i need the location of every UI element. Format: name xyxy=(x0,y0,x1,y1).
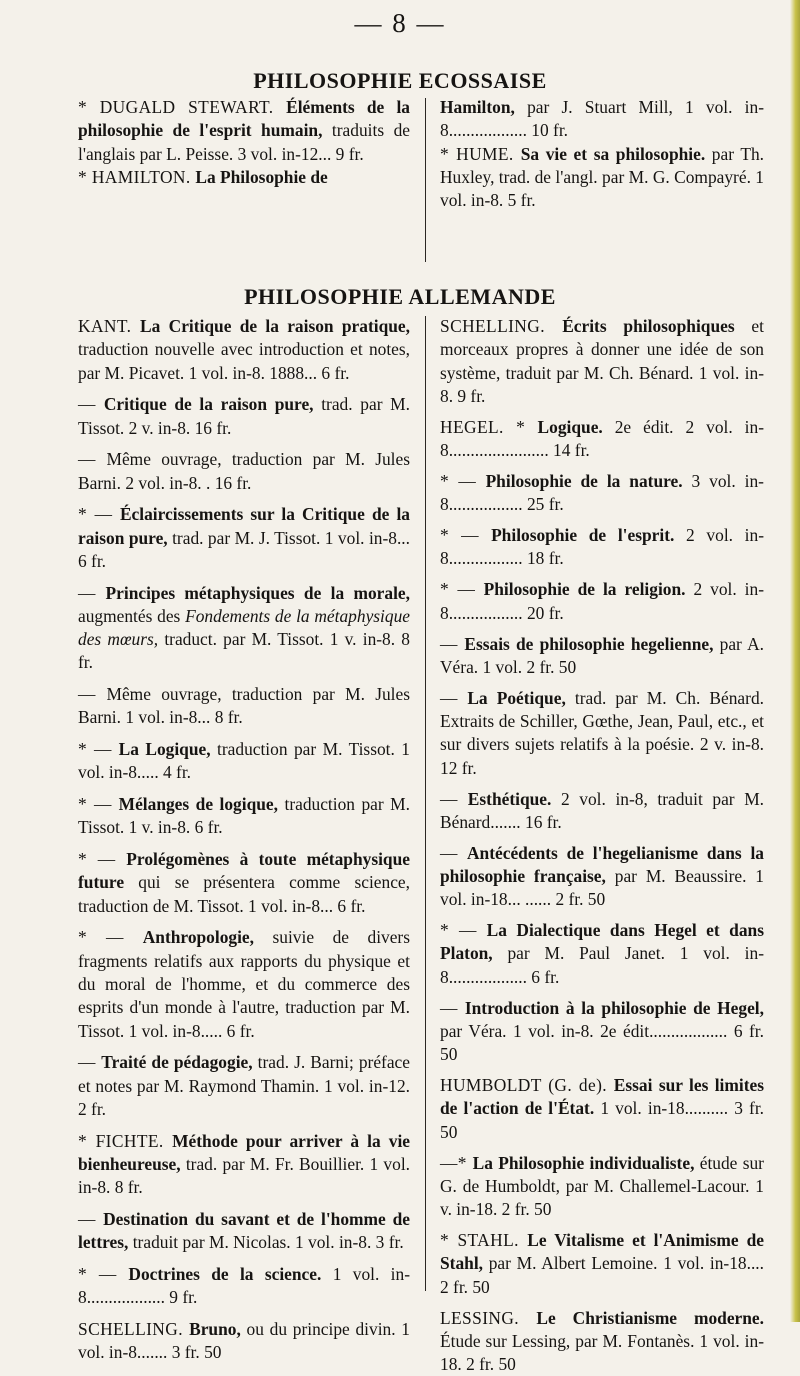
entry-details: par M. Albert Lemoine. 1 vol. in-18.... 2 fr. 50 xyxy=(440,1253,764,1297)
catalog-entry xyxy=(440,1074,764,1144)
catalog-entry xyxy=(440,687,764,780)
entry-author: — xyxy=(78,1208,104,1229)
catalog-entry xyxy=(440,1307,764,1376)
entry-title: Critique de la raison pure, xyxy=(103,394,314,415)
entry-author: — xyxy=(440,633,465,654)
entry-title: Méthode pour arriver à la vie bienheureuse, xyxy=(78,1130,411,1174)
entry-title: Le Vitalisme et l'Animisme de Stahl, xyxy=(440,1230,764,1274)
entry-author: — xyxy=(440,687,468,708)
entry-details: traduit par M. Nicolas. 1 vol. in-8. 3 fr. xyxy=(128,1232,404,1253)
entry-author: — xyxy=(78,449,107,470)
entry-author: — xyxy=(440,842,467,863)
entry-author: — xyxy=(440,788,468,809)
entry-details: traduct. par M. Tissot. 1 v. in-8. 8 fr. xyxy=(78,629,410,673)
entry-author: * — xyxy=(78,1263,129,1284)
entry-author: KANT. xyxy=(78,316,141,336)
page-edge-stain xyxy=(790,0,800,1322)
catalog-entry xyxy=(78,503,410,573)
catalog-entry xyxy=(78,1130,410,1200)
entry-details: 1 vol. in-8.................. 9 fr. xyxy=(78,1263,410,1308)
entry-title: Philosophie de la religion. xyxy=(483,579,686,600)
entry-title: Anthropologie, xyxy=(142,927,254,948)
entry-details: 2 vol. in-8, traduit par M. Bénard....... 16 fr. xyxy=(440,788,765,832)
entry-author: * — xyxy=(78,504,120,525)
entry-author: — xyxy=(78,582,106,603)
entry-details: trad. par M. J. Tissot. 1 vol. in-8... 6 fr. xyxy=(78,527,411,571)
entry-author: * — xyxy=(78,739,119,760)
column-divider xyxy=(425,98,426,262)
entry-italic-title: Fondements de la métaphysique des mœurs, xyxy=(78,605,411,650)
entry-title: Esthétique. xyxy=(467,788,552,809)
catalog-entry xyxy=(440,1229,764,1299)
entry-author: * FICHTE. xyxy=(78,1130,173,1151)
catalog-entry xyxy=(78,448,410,495)
entry-author: * HUME. xyxy=(440,143,521,164)
entry-title: Logique. xyxy=(537,416,603,437)
entry-title: Écrits philosophiques xyxy=(562,316,735,336)
entry-author: HUMBOLDT (G. de). xyxy=(440,1075,614,1096)
entry-title: La Philosophie de xyxy=(195,166,328,187)
entry-details: et morceaux propres à donner une idée de son système, traduit par M. Ch. Bénard. 1 vol. in-8. 9 fr. xyxy=(440,316,764,406)
catalog-entry xyxy=(78,1318,410,1365)
entry-title: Antécédents de l'hegelianisme dans la philosophie française, xyxy=(440,842,765,886)
entry-title: Le Christianisme moderne. xyxy=(536,1307,765,1328)
entry-details: ou du principe divin. 1 vol. in-8....... 3 fr. 50 xyxy=(78,1318,410,1363)
entry-title: Philosophie de la nature. xyxy=(485,470,683,491)
entry-author: * — xyxy=(78,849,127,870)
entry-author: SCHELLING. xyxy=(440,316,563,336)
entry-title: Traité de pédagogie, xyxy=(101,1052,253,1073)
entry-title: Mélanges de logique, xyxy=(118,794,278,815)
entry-details: traduction nouvelle avec introduction et notes, par M. Picavet. 1 vol. in-8. 1888... 6 fr. xyxy=(78,339,410,383)
entry-author: * DUGALD STEWART. xyxy=(78,97,287,117)
entry-details: traduction par M. Tissot. 1 v. in-8. 6 fr. xyxy=(78,794,410,838)
entry-title: Sa vie et sa philosophie. xyxy=(520,143,706,164)
entry-title: Prolégomènes à toute métaphysique future xyxy=(78,849,410,893)
catalog-entry xyxy=(78,582,410,675)
catalog-entry xyxy=(440,919,764,989)
catalog-entry xyxy=(78,315,410,385)
entry-title: La Poétique, xyxy=(467,687,566,708)
catalog-entry xyxy=(440,470,764,517)
entry-details: trad. par M. Fr. Bouillier. 1 vol. in-8. 8 fr. xyxy=(78,1153,410,1198)
entry-details: trad. par M. Tissot. 2 v. in-8. 16 fr. xyxy=(78,394,410,438)
entry-title: La Philosophie individualiste, xyxy=(472,1152,695,1173)
catalog-entry xyxy=(440,788,764,835)
entry-author: * — xyxy=(78,794,119,815)
entry-details: augmentés des xyxy=(78,605,186,626)
entry-title: Principes métaphysiques de la morale, xyxy=(105,582,410,603)
entry-author: HEGEL. * xyxy=(440,416,538,437)
catalog-entry xyxy=(78,926,410,1042)
entry-details: suivie de divers fragments relatifs aux rapports du physique et du moral de l'homme, et du commerce des esprits d'un monde à l'autre, traduction par M. Tissot. 1 vol. in-8..... 6 fr. xyxy=(78,927,410,1041)
entry-author: LESSING. xyxy=(440,1307,537,1328)
entry-title: Éclaircissements sur la Critique de la raison pure, xyxy=(78,504,410,548)
entry-author: * — xyxy=(440,525,492,546)
catalog-entry xyxy=(78,166,410,189)
catalog-entry xyxy=(440,842,764,912)
entry-details: étude sur G. de Humboldt, par M. Challemel-Lacour. 1 v. in-18. 2 fr. 50 xyxy=(440,1152,764,1220)
ecossaise-left-column xyxy=(78,96,410,264)
catalog-entry xyxy=(78,683,410,730)
entry-title: La Logique, xyxy=(118,739,211,760)
entry-author: —* xyxy=(440,1152,473,1173)
catalog-entry xyxy=(440,416,764,463)
entry-details: trad. par M. Ch. Bénard. Extraits de Schiller, Gœthe, Jean, Paul, etc., et sur divers sujets relatifs à la poésie. 2 v. in-8. 12 fr. xyxy=(440,687,764,778)
ecossaise-right-column xyxy=(440,96,764,264)
entry-details: par M. Paul Janet. 1 vol. in-8.................. 6 fr. xyxy=(440,943,764,987)
entry-author: — xyxy=(78,1052,102,1073)
entry-author: * — xyxy=(78,927,143,948)
entry-details: traduction par M. Tissot. 1 vol. in-8..... 4 fr. xyxy=(78,739,410,783)
catalog-entry xyxy=(78,393,410,440)
catalog-entry xyxy=(78,848,410,918)
catalog-entry xyxy=(440,578,764,625)
entry-author: SCHELLING. xyxy=(78,1318,190,1339)
entry-details: traduits de l'anglais par L. Peisse. 3 vol. in-12... 9 fr. xyxy=(78,120,410,164)
page-number: — 8 — xyxy=(354,8,446,38)
catalog-entry xyxy=(440,1152,764,1222)
entry-title: Hamilton, xyxy=(440,97,515,117)
allemande-right-column xyxy=(440,315,765,1375)
entry-details: par Véra. 1 vol. in-8. 2e édit.................. 6 fr. 50 xyxy=(440,1020,764,1065)
entry-details: 2 vol. in-8................. 20 fr. xyxy=(440,579,764,623)
entry-details: Même ouvrage, traduction par M. Jules Barni. 1 vol. in-8... 8 fr. xyxy=(78,684,410,728)
entry-details: 3 vol. in-8................. 25 fr. xyxy=(440,470,764,515)
section-title-allemande: PHILOSOPHIE ALLEMANDE xyxy=(244,284,556,309)
catalog-entry xyxy=(440,315,764,408)
catalog-entry xyxy=(78,96,410,166)
entry-author: — xyxy=(78,684,107,705)
allemande-left-column xyxy=(78,315,411,1363)
catalog-entry xyxy=(78,1208,410,1255)
entry-author: * HAMILTON. xyxy=(78,166,196,187)
catalog-entry xyxy=(440,633,764,680)
entry-author: * — xyxy=(440,470,486,491)
entry-title: Éléments de la philosophie de l'esprit humain, xyxy=(78,97,410,141)
entry-author: — xyxy=(78,394,104,415)
entry-title: La Critique de la raison pratique, xyxy=(140,316,410,336)
entry-details: trad. J. Barni; préface et notes par M. Raymond Thamin. 1 vol. in-12. 2 fr. xyxy=(78,1052,410,1119)
catalog-entry xyxy=(78,1263,410,1310)
entry-details: qui se présentera comme science, traduction de M. Tissot. 1 vol. in-8... 6 fr. xyxy=(78,872,410,916)
catalog-entry xyxy=(440,143,764,213)
entry-title: Doctrines de la science. xyxy=(128,1263,322,1284)
entry-author: * — xyxy=(440,920,487,941)
entry-details: 2 vol. in-8................. 18 fr. xyxy=(440,525,764,569)
catalog-entry xyxy=(78,1051,410,1121)
entry-details: par J. Stuart Mill, 1 vol. in-8.................. 10 fr. xyxy=(440,97,764,141)
entry-details: 1 vol. in-18.......... 3 fr. 50 xyxy=(440,1098,765,1142)
entry-author: * STAHL. xyxy=(440,1230,528,1251)
entry-title: Destination du savant et de l'homme de lettres, xyxy=(78,1208,410,1253)
catalog-entry xyxy=(78,738,410,785)
entry-title: Philosophie de l'esprit. xyxy=(491,525,675,546)
entry-title: Introduction à la philosophie de Hegel, xyxy=(464,997,764,1018)
catalog-entry xyxy=(440,96,764,143)
entry-author: — xyxy=(440,997,465,1018)
entry-details: par A. Véra. 1 vol. 2 fr. 50 xyxy=(440,633,764,677)
column-divider xyxy=(425,316,426,1291)
entry-title: Essais de philosophie hegelienne, xyxy=(464,633,714,654)
catalog-entry xyxy=(78,793,410,840)
entry-details: par M. Beaussire. 1 vol. in-18... ...... 2 fr. 50 xyxy=(440,865,764,910)
entry-author: * — xyxy=(440,579,484,600)
entry-details: par Th. Huxley, trad. de l'angl. par M. G. Compayré. 1 vol. in-8. 5 fr. xyxy=(440,143,764,211)
section-title-ecossaise: PHILOSOPHIE ECOSSAISE xyxy=(253,68,547,93)
entry-details: Même ouvrage, traduction par M. Jules Barni. 2 vol. in-8. . 16 fr. xyxy=(78,449,410,493)
entry-title: La Dialectique dans Hegel et dans Platon, xyxy=(440,920,764,964)
entry-title: Bruno, xyxy=(189,1318,241,1339)
entry-details: Étude sur Lessing, par M. Fontanès. 1 vol. in-18. 2 fr. 50 xyxy=(440,1330,764,1375)
entry-details: 2e édit. 2 vol. in-8....................... 14 fr. xyxy=(440,416,764,461)
catalog-entry xyxy=(440,997,764,1067)
entry-title: Essai sur les limites de l'action de l'État. xyxy=(440,1075,764,1119)
catalog-entry xyxy=(440,524,764,571)
